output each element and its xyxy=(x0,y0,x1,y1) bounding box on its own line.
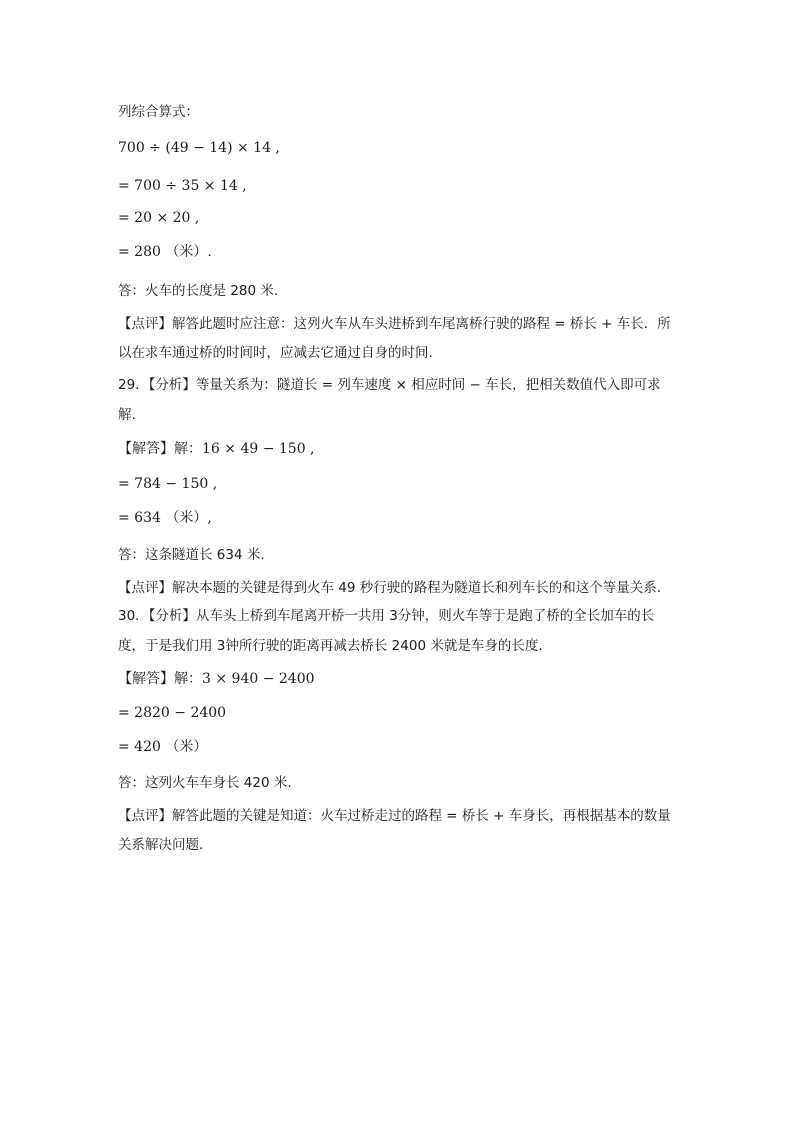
text-line: 列综合算式： xyxy=(118,104,199,120)
math-line: = 2820 − 2400 xyxy=(118,705,227,721)
analysis-line: 30．【分析】从车头上桥到车尾离开桥一共用 3分钟，则火车等于是跑了桥的全长加车的长 xyxy=(118,608,655,624)
comment-line: 【点评】解答此题的关键是知道：火车过桥走过的路程 = 桥长 + 车身长，再根据基本的数量 xyxy=(118,808,671,824)
answer-line: 答：这列火车车身长 420 米. xyxy=(118,775,292,791)
math-line: 700 ÷ (49 − 14) × 14 , xyxy=(118,140,280,156)
analysis-line: 度，于是我们用 3钟所行驶的距离再减去桥长 2400 米就是车身的长度. xyxy=(118,638,543,654)
math-line: = 20 × 20 , xyxy=(118,210,200,226)
solution-line: 【解答】解：16 × 49 − 150 , xyxy=(118,441,315,457)
comment-line: 【点评】解决本题的关键是得到火车 49 秒行驶的路程为隧道长和列车长的和这个等量关系. xyxy=(118,580,662,596)
math-line: = 280 （米）. xyxy=(118,244,212,260)
math-line: = 784 − 150 , xyxy=(118,476,218,492)
answer-line: 答：火车的长度是 280 米. xyxy=(118,283,279,299)
math-line: = 700 ÷ 35 × 14 , xyxy=(118,178,247,194)
comment-line: 【点评】解答此题时应注意：这列火车从车头进桥到车尾离桥行驶的路程 = 桥长 + 车长．所 xyxy=(118,316,671,332)
analysis-line: 29．【分析】等量关系为：隧道长 = 列车速度 × 相应时间 − 车长，把相关数值代入即可求 xyxy=(118,377,661,393)
analysis-line: 解. xyxy=(118,407,136,423)
comment-line: 以在求车通过桥的时间时，应减去它通过自身的时间. xyxy=(118,345,433,361)
comment-line: 关系解决问题. xyxy=(118,837,204,853)
math-line: = 634 （米）, xyxy=(118,510,212,526)
math-line: = 420 （米） xyxy=(118,739,208,755)
answer-line: 答：这条隧道长 634 米. xyxy=(118,547,265,563)
solution-line: 【解答】解：3 × 940 − 2400 xyxy=(118,671,315,687)
